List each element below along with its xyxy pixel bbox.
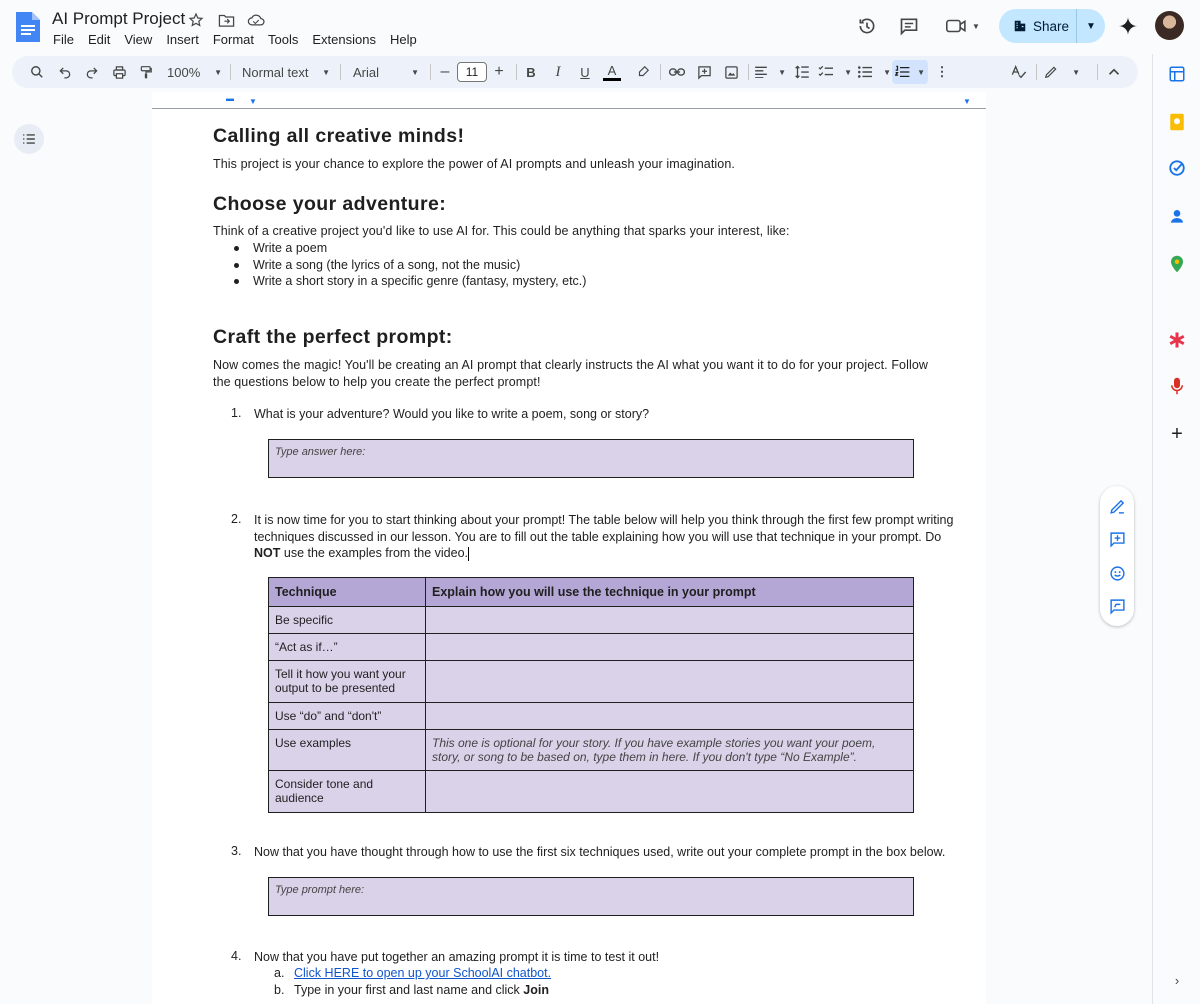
style-value: Normal text bbox=[242, 64, 309, 80]
share-label: Share bbox=[1033, 18, 1070, 34]
menu-tools[interactable]: Tools bbox=[268, 32, 299, 47]
font-select[interactable] bbox=[353, 60, 419, 84]
spelling-icon[interactable] bbox=[1008, 60, 1030, 84]
addon-asterisk-icon[interactable] bbox=[1167, 330, 1187, 350]
decrease-font-size-icon[interactable]: – bbox=[440, 63, 450, 80]
question-2 bbox=[254, 512, 964, 562]
more-options-icon[interactable]: ⋮ bbox=[935, 64, 949, 79]
redo-icon[interactable] bbox=[81, 60, 103, 84]
undo-icon[interactable] bbox=[54, 60, 76, 84]
divider bbox=[1097, 64, 1098, 80]
cloud-status-icon[interactable] bbox=[246, 10, 266, 30]
version-history-icon[interactable] bbox=[853, 12, 881, 40]
question-2-text: It is now time for you to start thinking about your prompt! The table below will help you think through the first few prompt writing techniques discussed in our lesson. You are to fill out the table explaining how you will use that technique in your prompt. Do bbox=[254, 513, 954, 544]
technique-cell[interactable]: Consider tone and audience bbox=[269, 771, 426, 813]
technique-cell[interactable]: Use “do” and “don't” bbox=[269, 703, 426, 730]
star-icon[interactable] bbox=[186, 10, 206, 30]
menu-insert[interactable]: Insert bbox=[166, 32, 199, 47]
zoom-select[interactable] bbox=[167, 60, 222, 84]
menu-file[interactable]: File bbox=[53, 32, 74, 47]
zoom-value: 100% bbox=[167, 64, 201, 80]
sub-item-b-text: Type in your first and last name and click bbox=[294, 983, 524, 997]
explain-cell[interactable] bbox=[426, 661, 914, 703]
sub-item-label: a. bbox=[274, 966, 285, 980]
technique-cell[interactable]: Use examples bbox=[269, 730, 426, 771]
bullet-list bbox=[234, 240, 586, 290]
bold-icon[interactable]: B bbox=[526, 64, 536, 80]
search-menus-icon[interactable] bbox=[26, 60, 48, 84]
technique-cell[interactable]: “Act as if…” bbox=[269, 634, 426, 661]
keep-icon[interactable] bbox=[1167, 112, 1187, 132]
tasks-icon[interactable] bbox=[1167, 158, 1187, 178]
move-folder-icon[interactable] bbox=[216, 10, 236, 30]
sub-item-b bbox=[294, 982, 549, 999]
comments-icon[interactable] bbox=[895, 12, 923, 40]
question-1: What is your adventure? Would you like to write a poem, song or story? bbox=[254, 407, 650, 421]
menu-view[interactable]: View bbox=[124, 32, 153, 47]
table-row bbox=[269, 730, 914, 771]
question-2-bold: NOT bbox=[254, 546, 281, 560]
collapse-menus-icon[interactable] bbox=[1104, 60, 1124, 84]
gemini-icon[interactable] bbox=[1114, 12, 1142, 40]
building-icon bbox=[1013, 19, 1027, 33]
highlight-color-icon[interactable] bbox=[632, 60, 654, 84]
prompt-placeholder: Type prompt here: bbox=[275, 884, 365, 896]
chevron-down-icon: ▼ bbox=[214, 67, 222, 77]
technique-cell[interactable]: Be specific bbox=[269, 607, 426, 634]
share-button[interactable] bbox=[999, 9, 1105, 43]
insert-link-icon[interactable] bbox=[666, 60, 688, 84]
floating-actions bbox=[1100, 486, 1134, 626]
menu-format[interactable]: Format bbox=[212, 32, 254, 47]
ruler-right-margin-marker[interactable]: ▼ bbox=[963, 97, 971, 106]
divider bbox=[230, 64, 231, 80]
checklist-icon[interactable]: ▼ bbox=[818, 60, 852, 84]
menu-bar bbox=[46, 30, 424, 49]
table-header-cell[interactable]: Technique bbox=[269, 578, 426, 607]
side-panel bbox=[1152, 54, 1200, 1004]
add-comment-icon[interactable] bbox=[693, 60, 715, 84]
suggest-feedback-icon[interactable] bbox=[1107, 596, 1127, 616]
question-2-tail: use the examples from the video. bbox=[280, 546, 468, 560]
divider bbox=[1036, 64, 1037, 80]
explain-cell[interactable] bbox=[426, 607, 914, 634]
list-number: 2. bbox=[231, 512, 242, 526]
sheets-icon[interactable] bbox=[1167, 64, 1187, 84]
heading-craft: Craft the perfect prompt: bbox=[213, 326, 453, 348]
top-bar bbox=[0, 0, 1200, 54]
align-icon[interactable]: ▼ bbox=[754, 60, 786, 84]
list-item: Write a poem bbox=[234, 240, 586, 257]
font-size-input[interactable]: 11 bbox=[457, 62, 487, 82]
document-title[interactable]: AI Prompt Project bbox=[52, 9, 186, 28]
microphone-addon-icon[interactable] bbox=[1167, 376, 1187, 396]
divider bbox=[516, 64, 517, 80]
paragraph-style-select[interactable] bbox=[242, 60, 330, 84]
technique-table bbox=[268, 577, 914, 813]
show-side-panel-icon[interactable]: › bbox=[1174, 972, 1180, 988]
explain-cell[interactable] bbox=[426, 703, 914, 730]
divider bbox=[430, 64, 431, 80]
question-4: Now that you have put together an amazing prompt it is time to test it out! bbox=[254, 950, 660, 964]
get-addons-icon[interactable]: + bbox=[1171, 422, 1183, 445]
ruler-indent-marker[interactable]: ▼ bbox=[249, 97, 257, 106]
explain-cell[interactable] bbox=[426, 771, 914, 813]
page-top-divider bbox=[152, 108, 986, 109]
table-row bbox=[269, 771, 914, 813]
suggest-edit-icon[interactable] bbox=[1107, 496, 1127, 516]
table-row bbox=[269, 703, 914, 730]
text-cursor bbox=[468, 547, 469, 561]
italic-icon[interactable]: I bbox=[555, 63, 561, 80]
question-3: Now that you have thought through how to use the first six techniques used, write out your complete prompt in the box below. bbox=[254, 845, 946, 859]
table-header-cell[interactable]: Explain how you will use the technique in your prompt bbox=[426, 578, 914, 607]
docs-logo-icon[interactable] bbox=[14, 10, 42, 44]
underline-icon[interactable]: U bbox=[580, 64, 590, 80]
menu-extensions[interactable]: Extensions bbox=[312, 32, 376, 47]
paragraph-magic: Now comes the magic! You'll be creating an AI prompt that clearly instructs the AI what you want it to do for your project. Follow the questions below to help you create the perfect prompt! bbox=[213, 358, 929, 389]
formatting-toolbar bbox=[12, 56, 1138, 88]
print-icon[interactable] bbox=[108, 60, 130, 84]
list-number: 3. bbox=[231, 844, 242, 858]
explain-cell[interactable]: This one is optional for your story. If you have example stories you want your poem, story, or song to be based on, type them in here. If you don't type “No Example”. bbox=[426, 730, 914, 771]
heading-adventure: Choose your adventure: bbox=[213, 193, 447, 215]
table-row bbox=[269, 634, 914, 661]
insert-image-icon[interactable] bbox=[720, 60, 742, 84]
document-canvas bbox=[0, 92, 1138, 1004]
add-comment-float-icon[interactable] bbox=[1107, 529, 1127, 549]
chevron-down-icon: ▼ bbox=[322, 67, 330, 77]
heading-calling: Calling all creative minds! bbox=[213, 125, 465, 147]
sub-item-label: b. bbox=[274, 983, 285, 997]
meet-icon[interactable]: ▼ bbox=[943, 12, 983, 40]
user-avatar[interactable] bbox=[1155, 11, 1184, 40]
schoolai-link[interactable]: Click HERE to open up your SchoolAI chatbot. bbox=[294, 966, 552, 980]
divider bbox=[660, 64, 661, 80]
ruler-indent-marker[interactable]: ▬ bbox=[226, 94, 234, 103]
contacts-icon[interactable] bbox=[1167, 206, 1187, 226]
table-row bbox=[269, 607, 914, 634]
list-number: 1. bbox=[231, 406, 242, 420]
table-header-row bbox=[269, 578, 914, 607]
text-color-icon[interactable]: A bbox=[601, 60, 623, 84]
explain-cell[interactable] bbox=[426, 634, 914, 661]
list-number: 4. bbox=[231, 949, 242, 963]
maps-icon[interactable] bbox=[1167, 254, 1187, 274]
share-dropdown-icon[interactable]: ▼ bbox=[1086, 20, 1096, 32]
answer-placeholder: Type answer here: bbox=[275, 446, 366, 458]
paragraph-intro: This project is your chance to explore the power of AI prompts and unleash your imagination. bbox=[213, 157, 735, 171]
list-item: Write a short story in a specific genre (fantasy, mystery, etc.) bbox=[234, 273, 586, 290]
numbered-list-icon[interactable]: ▼ bbox=[892, 60, 928, 84]
document-outline-icon[interactable] bbox=[14, 124, 44, 154]
chevron-down-icon: ▼ bbox=[411, 67, 419, 77]
technique-cell[interactable]: Tell it how you want your output to be presented bbox=[269, 661, 426, 703]
divider bbox=[340, 64, 341, 80]
prompt-box[interactable] bbox=[268, 877, 914, 916]
join-bold: Join bbox=[523, 983, 549, 997]
line-spacing-icon[interactable] bbox=[791, 60, 813, 84]
increase-font-size-icon[interactable]: + bbox=[494, 63, 504, 80]
menu-edit[interactable]: Edit bbox=[87, 32, 111, 47]
font-value: Arial bbox=[353, 64, 380, 80]
paragraph-think: Think of a creative project you'd like to use AI for. This could be anything that sparks your interest, like: bbox=[213, 224, 790, 238]
menu-help[interactable]: Help bbox=[389, 32, 417, 47]
table-row bbox=[269, 661, 914, 703]
answer-box[interactable] bbox=[268, 439, 914, 478]
list-item: Write a song (the lyrics of a song, not the music) bbox=[234, 257, 586, 274]
emoji-reaction-icon[interactable] bbox=[1107, 563, 1127, 583]
paint-format-icon[interactable] bbox=[135, 60, 157, 84]
bulleted-list-icon[interactable]: ▼ bbox=[857, 60, 891, 84]
editing-mode-icon[interactable]: ▼ bbox=[1044, 60, 1080, 84]
divider bbox=[748, 64, 749, 80]
